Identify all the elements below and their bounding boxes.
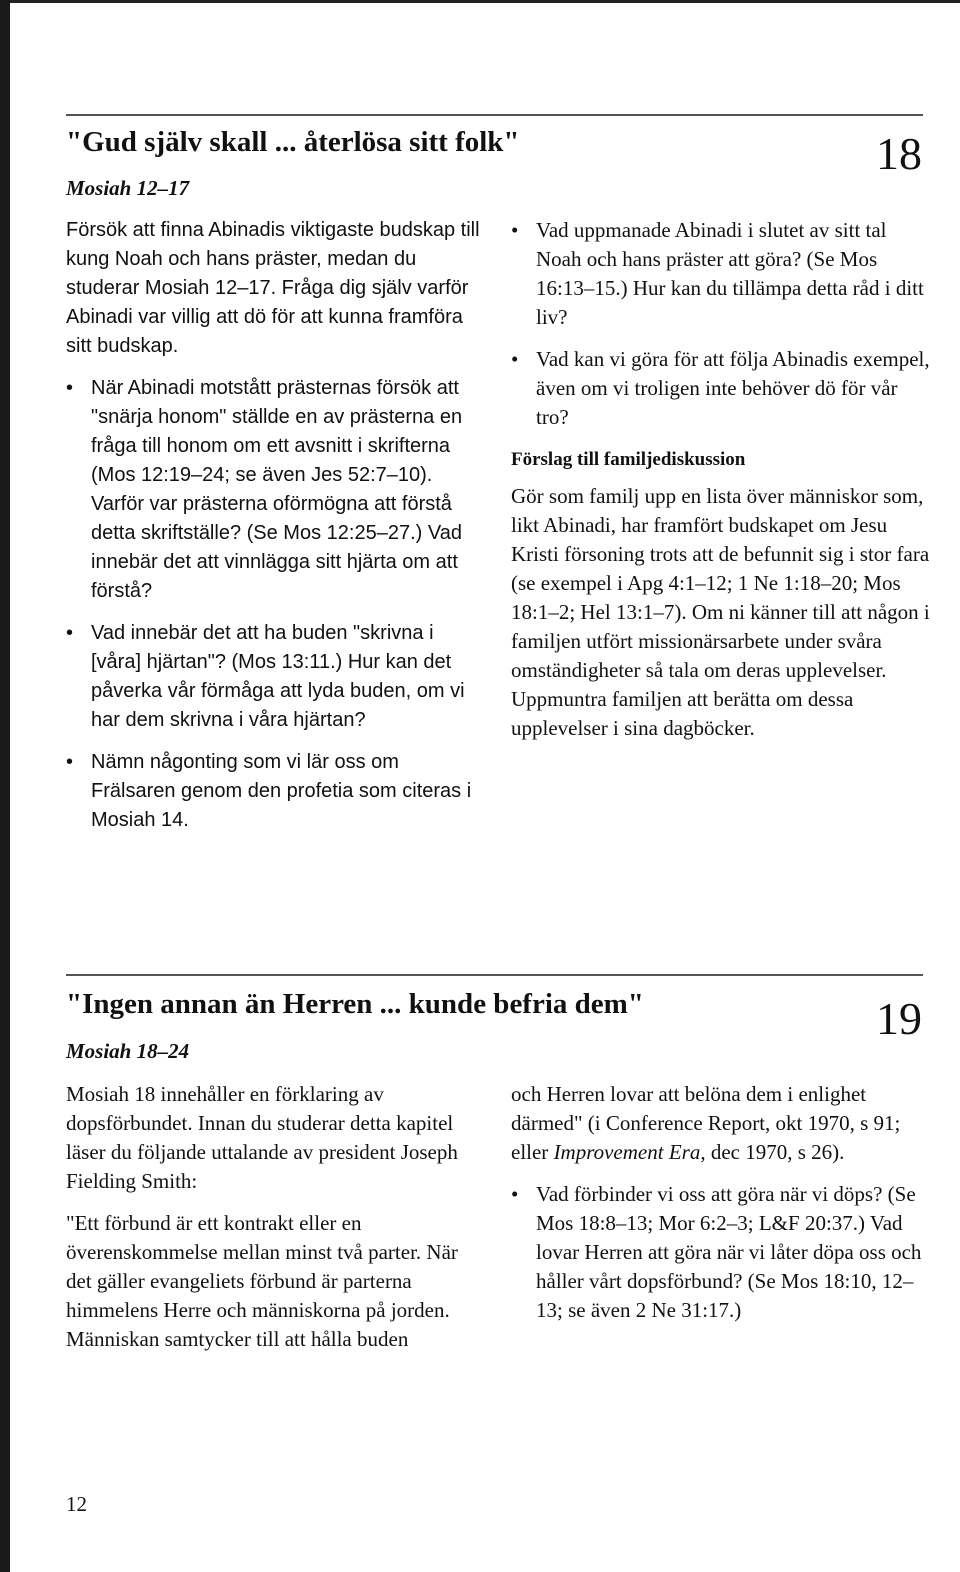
section-18-left-column — [66, 216, 484, 835]
scan-edge-top — [10, 0, 960, 3]
page-number: 12 — [66, 1492, 87, 1516]
section-19-quote-end — [511, 1080, 931, 1167]
section-18-title: "Gud själv skall ... återlösa sitt folk" — [66, 126, 520, 158]
quote-source-date: dec 1970, s 26). — [710, 1140, 845, 1164]
section-19-bullet-1: • Vad förbinder vi oss att göra när vi döps? (Se Mos 18:8–13; Mor 6:2–3; L&F 20:37.) Vad lovar Herren att göra när vi låter döpa oss och håller vårt dopsförbund? (Se Mos 18:10, 12–13; se även 2 Ne 31:17.) — [511, 1180, 931, 1325]
section-19-quote-start: "Ett förbund är ett kontrakt eller en överenskommelse mellan minst två parter. När det gäller evangeliets förbund är parterna himmelens Herre och människorna på jorden. Människan samtycker till att hålla buden — [66, 1211, 458, 1351]
section-19-intro: Mosiah 18 innehåller en förklaring av dopsförbundet. Innan du studerar detta kapitel läser du följande uttalande av president Joseph Fielding Smith: — [66, 1082, 458, 1193]
section-19-number: 19 — [876, 993, 922, 1044]
section-19-left-column — [66, 1080, 484, 1354]
section-19-title: "Ingen annan än Herren ... kunde befria dem" — [66, 988, 644, 1020]
section-18-subtitle: Mosiah 12–17 — [66, 176, 190, 200]
section-18-bullet-5: • Vad kan vi göra för att följa Abinadis exempel, även om vi troligen inte behöver dö för vår tro? — [511, 345, 931, 432]
scan-edge-left — [0, 0, 10, 1572]
section-18-bullet-4: • Vad uppmanade Abinadi i slutet av sitt tal Noah och hans präster att göra? (Se Mos 16:13–15.) Hur kan du tillämpa detta råd i ditt liv? — [511, 216, 931, 332]
section-18-number: 18 — [876, 128, 922, 179]
section-18-intro: Försök att finna Abinadis viktigaste budskap till kung Noah och hans präster, medan du studerar Mosiah 12–17. Fråga dig själv varför Abinadi var villig att dö för att kunna framföra sitt budskap. — [66, 219, 480, 357]
section-18-rule — [66, 114, 923, 116]
section-18-bullet-1: • När Abinadi motstått prästernas försök att "snärja honom" ställde en av prästerna en fråga till honom om ett avsnitt i skrifterna (Mos 12:19–24; se även Jes 52:7–10). Varför var prästerna oförmögna att förstå detta skriftställe? (Se Mos 12:25–27.) Vad innebär det att vinnlägga sitt hjärta om att förstå? — [66, 374, 484, 606]
section-18-right-column — [511, 216, 931, 743]
section-18-bullet-2: • Vad innebär det att ha buden "skrivna i [våra] hjärtan"? (Mos 13:11.) Hur kan det påverka vår förmåga att lyda buden, om vi har dem skrivna i våra hjärtan? — [66, 619, 484, 735]
section-19-right-column — [511, 1080, 931, 1325]
family-discussion-heading: Förslag till familjediskussion — [511, 449, 746, 470]
family-discussion-text: Gör som familj upp en lista över människor som, likt Abinadi, har framfört budskapet om Jesu Kristi försoning trots att de befunnit sig i stor fara (se exempel i Apg 4:1–12; 1 Ne 1:18–20; Mos 18:1–2; Hel 13:1–7). Om ni känner till att någon i familjen utfört missionärsarbete under svåra omständigheter så tala om deras upplevelser. Uppmuntra familjen att berätta om dessa upplevelser i sina dagböcker. — [511, 484, 930, 740]
section-19-rule — [66, 974, 923, 976]
quote-end-text: och Herren lovar att belöna dem i enlighet därmed" (i Conference Report, okt 1970, s 91; eller — [511, 1082, 901, 1164]
section-19-subtitle: Mosiah 18–24 — [66, 1039, 190, 1063]
section-18-bullet-3: • Nämn någonting som vi lär oss om Frälsaren genom den profetia som citeras i Mosiah 14. — [66, 748, 484, 835]
quote-source-title: Improvement Era, — [553, 1140, 706, 1164]
